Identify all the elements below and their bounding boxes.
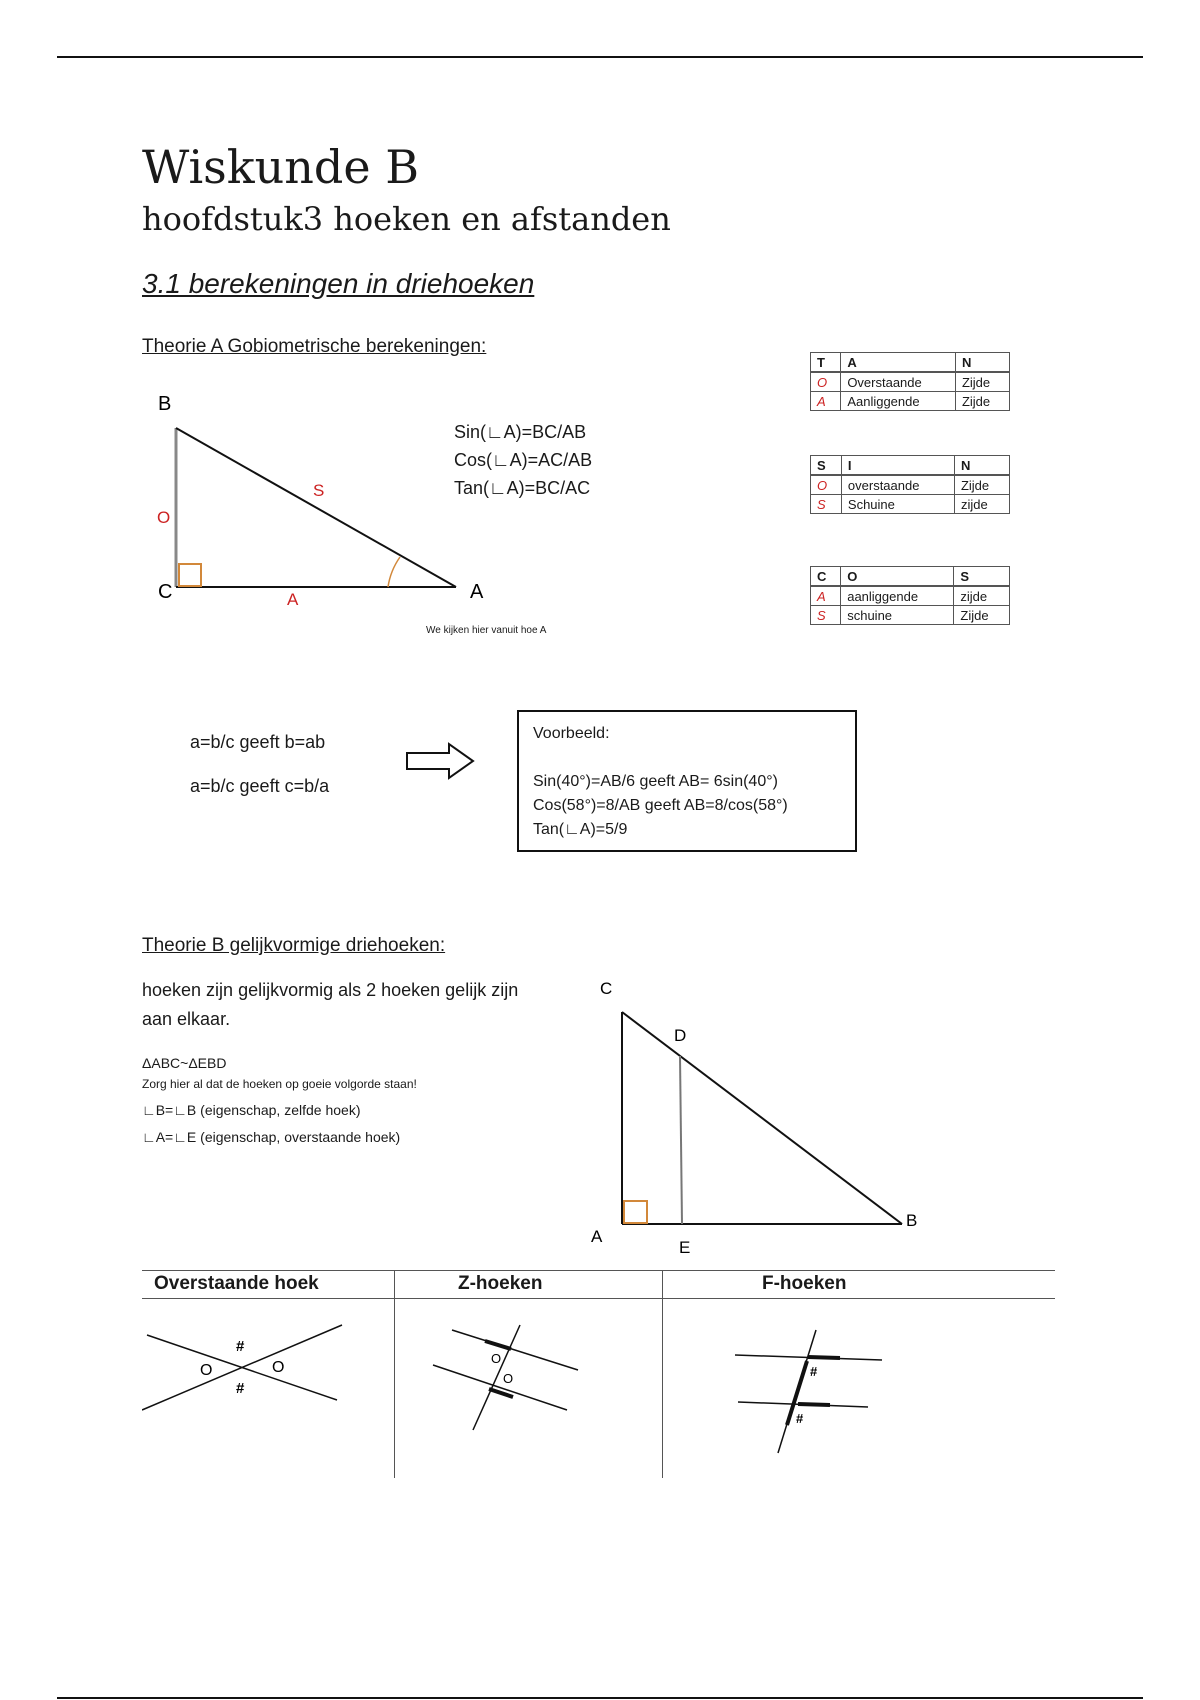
- table-row: [811, 586, 1010, 606]
- right-angle-mark: [179, 564, 201, 586]
- angle-mark-o: O: [491, 1351, 502, 1366]
- top-rule: [57, 56, 1143, 58]
- angle-mark-hash: #: [236, 1380, 245, 1397]
- table-cell: Schuine: [841, 495, 954, 514]
- table-cell: S: [954, 567, 1010, 587]
- table-cell: C: [811, 567, 841, 587]
- cos-table: [810, 566, 1010, 625]
- angle-equality-1: ∟B=∟B (eigenschap, zelfde hoek): [142, 1102, 361, 1118]
- example-line-3: Tan(∟A)=5/9: [533, 821, 628, 838]
- side-ab: [176, 428, 456, 587]
- theory-b-text-1: hoeken zijn gelijkvormig als 2 hoeken gelijk zijn: [142, 980, 519, 1000]
- side-s-label: S: [313, 481, 325, 500]
- table-cell: overstaande: [841, 475, 954, 495]
- z-angles-sketch: [425, 1315, 595, 1445]
- rule-1: a=b/c geeft b=ab: [190, 732, 326, 752]
- example-line-2: Cos(58°)=8/AB geeft AB=8/cos(58°): [533, 797, 788, 814]
- table-cell: N: [954, 456, 1009, 476]
- angle-mark-o: O: [503, 1371, 514, 1386]
- angles-table-top-line: [142, 1270, 1055, 1271]
- column-z-angles: Z-hoeken: [458, 1273, 543, 1294]
- trig-formulas: [454, 418, 592, 502]
- theory-b-heading: Theorie B gelijkvormige driehoeken:: [142, 935, 446, 956]
- table-row: [811, 567, 1010, 587]
- table-row: [811, 372, 1010, 392]
- vertex-c-label: C: [158, 581, 173, 603]
- table-cell: zijde: [954, 586, 1010, 606]
- vertex-e-label: E: [679, 1238, 691, 1257]
- page-subtitle: hoofdstuk3 hoeken en afstanden: [142, 200, 671, 238]
- opposite-angles-sketch: [142, 1305, 352, 1425]
- angle-mark-o: O: [272, 1359, 285, 1376]
- theory-b-text-2: aan elkaar.: [142, 1009, 231, 1029]
- right-angle-mark: [624, 1201, 647, 1223]
- angles-table-divider-1: [394, 1270, 395, 1478]
- vertex-b-label: B: [906, 1211, 918, 1230]
- side-a-label: A: [287, 590, 299, 609]
- table-cell: schuine: [841, 606, 954, 625]
- table-row: [811, 456, 1010, 476]
- table-cell: A: [811, 392, 841, 411]
- right-triangle-diagram: [140, 380, 500, 620]
- column-opposite-angle: Overstaande hoek: [154, 1273, 319, 1294]
- vertex-d-label: D: [674, 1026, 687, 1045]
- sin-formula: Sin(∟A)=BC/AB: [454, 422, 587, 442]
- triangle-caption: We kijken hier vanuit hoe A: [426, 625, 547, 636]
- sin-table: [810, 455, 1010, 514]
- table-row: [811, 392, 1010, 411]
- table-row: [811, 353, 1010, 373]
- section-heading: 3.1 berekeningen in driehoeken: [142, 268, 535, 299]
- angles-table-divider-2: [662, 1270, 663, 1478]
- order-note: Zorg hier al dat de hoeken op goeie volgorde staan!: [142, 1077, 417, 1091]
- table-cell: aanliggende: [841, 586, 954, 606]
- tan-table: [810, 352, 1010, 411]
- vertex-c-label: C: [600, 979, 613, 998]
- table-cell: zijde: [954, 495, 1009, 514]
- example-label: Voorbeeld:: [533, 725, 610, 742]
- table-row: [811, 475, 1010, 495]
- angle-mark-hash: #: [810, 1364, 818, 1379]
- table-row: [811, 495, 1010, 514]
- table-cell: S: [811, 495, 842, 514]
- similarity-statement: ΔABC~ΔEBD: [142, 1055, 227, 1071]
- table-cell: N: [955, 353, 1009, 373]
- table-cell: O: [841, 567, 954, 587]
- angle-a-arc: [388, 557, 400, 587]
- example-line-1: Sin(40°)=AB/6 geeft AB= 6sin(40°): [533, 773, 778, 790]
- table-cell: S: [811, 456, 842, 476]
- arrow-right-icon: [405, 740, 477, 782]
- column-f-angles: F-hoeken: [762, 1273, 847, 1294]
- page-title: Wiskunde B: [142, 140, 420, 194]
- table-cell: A: [811, 586, 841, 606]
- table-row: [811, 606, 1010, 625]
- tan-formula: Tan(∟A)=BC/AC: [454, 478, 591, 498]
- angles-table-header-line: [142, 1298, 1055, 1299]
- angle-equality-2: ∟A=∟E (eigenschap, overstaande hoek): [142, 1129, 401, 1145]
- side-o-label: O: [157, 508, 171, 527]
- table-cell: Overstaande: [841, 372, 956, 392]
- table-cell: Zijde: [954, 475, 1009, 495]
- table-cell: Zijde: [954, 606, 1010, 625]
- rule-2: a=b/c geeft c=b/a: [190, 776, 330, 796]
- table-cell: T: [811, 353, 841, 373]
- angle-mark-hash: #: [236, 1338, 245, 1355]
- table-cell: O: [811, 475, 842, 495]
- vertex-a-label: A: [470, 581, 484, 603]
- table-cell: S: [811, 606, 841, 625]
- segment-de: [680, 1056, 682, 1224]
- table-cell: Zijde: [955, 372, 1009, 392]
- vertex-b-label: B: [158, 393, 172, 415]
- similar-triangles-diagram: [580, 970, 940, 1270]
- vertex-a-label: A: [591, 1227, 603, 1246]
- angle-mark-o: O: [200, 1362, 213, 1379]
- table-cell: I: [841, 456, 954, 476]
- bottom-rule: [57, 1697, 1143, 1699]
- example-box: [517, 710, 857, 852]
- table-cell: Zijde: [955, 392, 1009, 411]
- theory-a-heading: Theorie A Gobiometrische berekeningen:: [142, 336, 487, 357]
- table-cell: A: [841, 353, 956, 373]
- table-cell: O: [811, 372, 841, 392]
- angle-mark-hash: #: [796, 1411, 804, 1426]
- cos-formula: Cos(∟A)=AC/AB: [454, 450, 593, 470]
- table-cell: Aanliggende: [841, 392, 956, 411]
- f-angles-sketch: [730, 1325, 890, 1460]
- side-cb: [622, 1012, 902, 1224]
